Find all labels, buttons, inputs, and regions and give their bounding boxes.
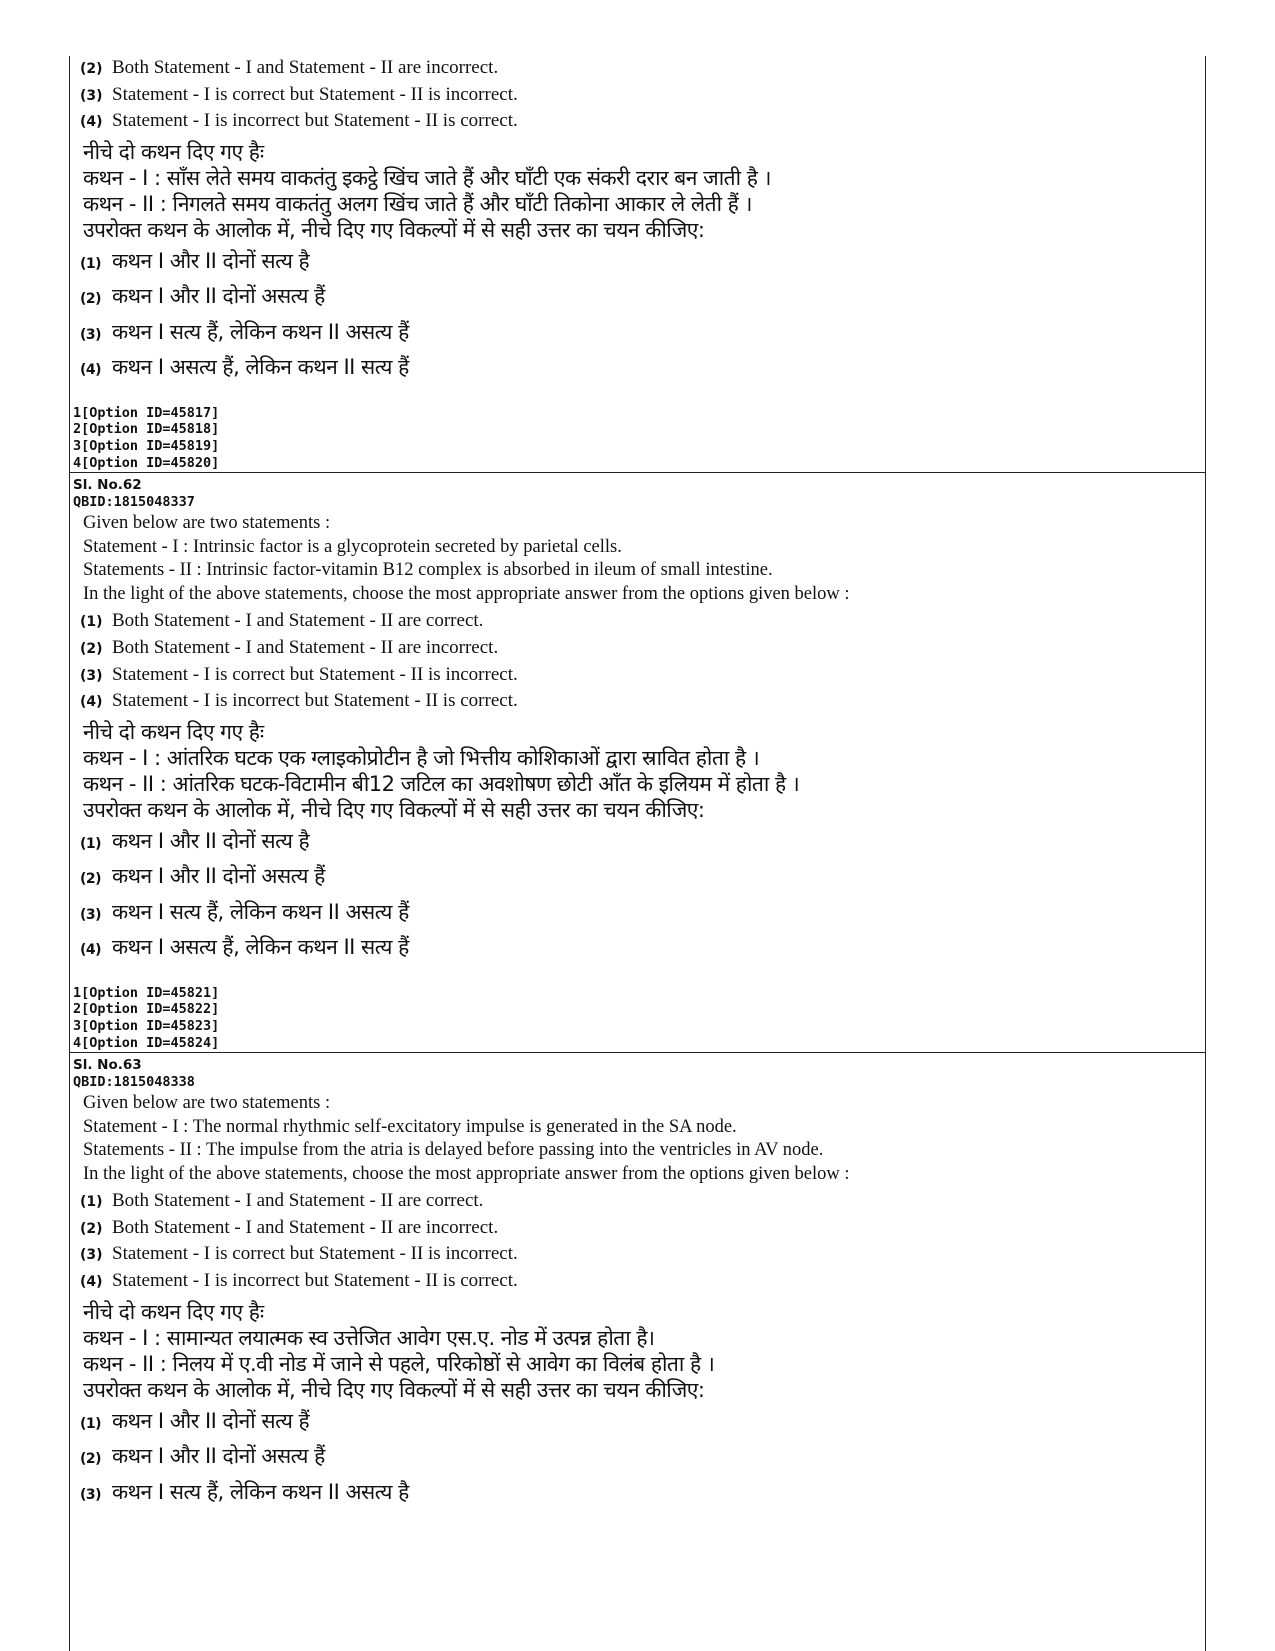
question-61-continuation	[70, 56, 1205, 472]
option-row: (1) कथन I और II दोनों सत्य है	[80, 828, 310, 853]
hindi-intro: नीचे दो कथन दिए गए हैः	[83, 1299, 264, 1324]
statement-1: Statement - I : The normal rhythmic self-excitatory impulse is generated in the SA node.	[83, 1116, 737, 1137]
qbid: QBID:1815048337	[73, 493, 195, 510]
hindi-statement-2: कथन - II : निगलते समय वाकतंतु अलग खिंच जाते हैं और घाँटी तिकोना आकार ले लेती हैं ।	[83, 191, 752, 216]
statement-2: Statements - II : Intrinsic factor-vitamin B12 complex is absorbed in ileum of small intestine.	[83, 560, 773, 581]
hindi-options	[80, 1403, 1205, 1514]
option-row: (2) Both Statement - I and Statement - II are incorrect.	[80, 636, 499, 658]
qbid: QBID:1815048338	[73, 1073, 195, 1090]
hindi-statement-1: कथन - I : साँस लेते समय वाकतंतु इकट्ठे खिंच जाते हैं और घाँटी एक संकरी दरार बन जाती है ।	[83, 165, 772, 190]
option-row: (2) कथन I और II दोनों असत्य हैं	[80, 1444, 325, 1469]
option-row: (1) Both Statement - I and Statement - II are correct.	[80, 610, 484, 632]
option-row: (3) कथन I सत्य हैं, लेकिन कथन II असत्य हैं	[80, 319, 409, 344]
hindi-instruction: उपरोक्त कथन के आलोक में, नीचे दिए गए विकल्पों में से सही उत्तर का चयन कीजिए:	[83, 797, 705, 822]
english-options	[80, 1186, 1205, 1296]
option-row: (4) Statement - I is incorrect but Statement - II is correct.	[80, 110, 518, 132]
document-page	[69, 56, 1206, 1651]
option-row: (3) कथन I सत्य हैं, लेकिन कथन II असत्य है	[80, 1479, 409, 1504]
question-instruction: In the light of the above statements, choose the most appropriate answer from the options given below :	[83, 583, 850, 604]
hindi-intro: नीचे दो कथन दिए गए हैः	[83, 139, 264, 164]
question-63	[70, 1052, 1205, 1513]
question-instruction: In the light of the above statements, choose the most appropriate answer from the options given below :	[83, 1163, 850, 1184]
statement-1: Statement - I : Intrinsic factor is a glycoprotein secreted by parietal cells.	[83, 536, 622, 557]
option-row: (2) Both Statement - I and Statement - II are incorrect.	[80, 1216, 499, 1238]
option-row: (1) कथन I और II दोनों सत्य हैं	[80, 1408, 310, 1433]
option-id: 4[Option ID=45824]	[73, 1034, 220, 1051]
option-id: 1[Option ID=45817]	[73, 404, 220, 421]
option-id: 2[Option ID=45822]	[73, 1001, 220, 1018]
option-row: (2) कथन I और II दोनों असत्य हैं	[80, 864, 325, 889]
option-row: (1) कथन I और II दोनों सत्य है	[80, 248, 310, 273]
option-id: 1[Option ID=45821]	[73, 984, 220, 1001]
serial-number: Sl. No.63	[73, 1057, 142, 1074]
hindi-statement-1: कथन - I : सामान्यत लयात्मक स्व उत्तेजित आवेग एस.ए. नोड में उत्पन्न होता है।	[83, 1325, 655, 1350]
hindi-options	[80, 823, 1205, 969]
option-row: (1) Both Statement - I and Statement - II are correct.	[80, 1190, 484, 1212]
question-62	[70, 472, 1205, 1052]
option-row: (3) Statement - I is correct but Statement - II is incorrect.	[80, 663, 518, 685]
question-intro: Given below are two statements :	[83, 1093, 331, 1114]
hindi-instruction: उपरोक्त कथन के आलोक में, नीचे दिए गए विकल्पों में से सही उत्तर का चयन कीजिए:	[83, 217, 705, 242]
option-id: 2[Option ID=45818]	[73, 421, 220, 438]
option-row: (3) Statement - I is correct but Statement - II is incorrect.	[80, 1243, 518, 1265]
hindi-instruction: उपरोक्त कथन के आलोक में, नीचे दिए गए विकल्पों में से सही उत्तर का चयन कीजिए:	[83, 1377, 705, 1402]
option-row: (2) कथन I और II दोनों असत्य हैं	[80, 284, 325, 309]
hindi-options	[80, 243, 1205, 389]
hindi-statement-2: कथन - II : निलय में ए.वी नोड में जाने से पहले, परिकोष्ठों से आवेग का विलंब होता है ।	[83, 1351, 715, 1376]
option-row: (2) Both Statement - I and Statement - II are incorrect.	[80, 57, 499, 78]
option-row: (4) Statement - I is incorrect but Statement - II is correct.	[80, 690, 518, 712]
option-row: (3) Statement - I is correct but Statement - II is incorrect.	[80, 83, 518, 105]
serial-number: Sl. No.62	[73, 477, 142, 494]
option-id: 3[Option ID=45823]	[73, 1017, 220, 1034]
option-id: 3[Option ID=45819]	[73, 437, 220, 454]
option-id: 4[Option ID=45820]	[73, 454, 220, 471]
hindi-intro: नीचे दो कथन दिए गए हैः	[83, 719, 264, 744]
option-row: (4) कथन I असत्य हैं, लेकिन कथन II सत्य हैं	[80, 935, 409, 960]
english-options	[80, 57, 1205, 137]
english-options	[80, 606, 1205, 716]
option-id-list	[73, 969, 1205, 1052]
option-row: (3) कथन I सत्य हैं, लेकिन कथन II असत्य हैं	[80, 899, 409, 924]
statement-2: Statements - II : The impulse from the atria is delayed before passing into the ventricles in AV node.	[83, 1140, 824, 1161]
option-id-list	[73, 389, 1205, 472]
option-row: (4) कथन I असत्य हैं, लेकिन कथन II सत्य हैं	[80, 355, 409, 380]
hindi-statement-1: कथन - I : आंतरिक घटक एक ग्लाइकोप्रोटीन है जो भित्तीय कोशिकाओं द्वारा स्रावित होता है ।	[83, 745, 760, 770]
question-intro: Given below are two statements :	[83, 513, 331, 534]
hindi-statement-2: कथन - II : आंतरिक घटक-विटामीन बी12 जटिल का अवशोषण छोटी आँत के इलियम में होता है ।	[83, 771, 800, 796]
option-row: (4) Statement - I is incorrect but Statement - II is correct.	[80, 1270, 518, 1292]
